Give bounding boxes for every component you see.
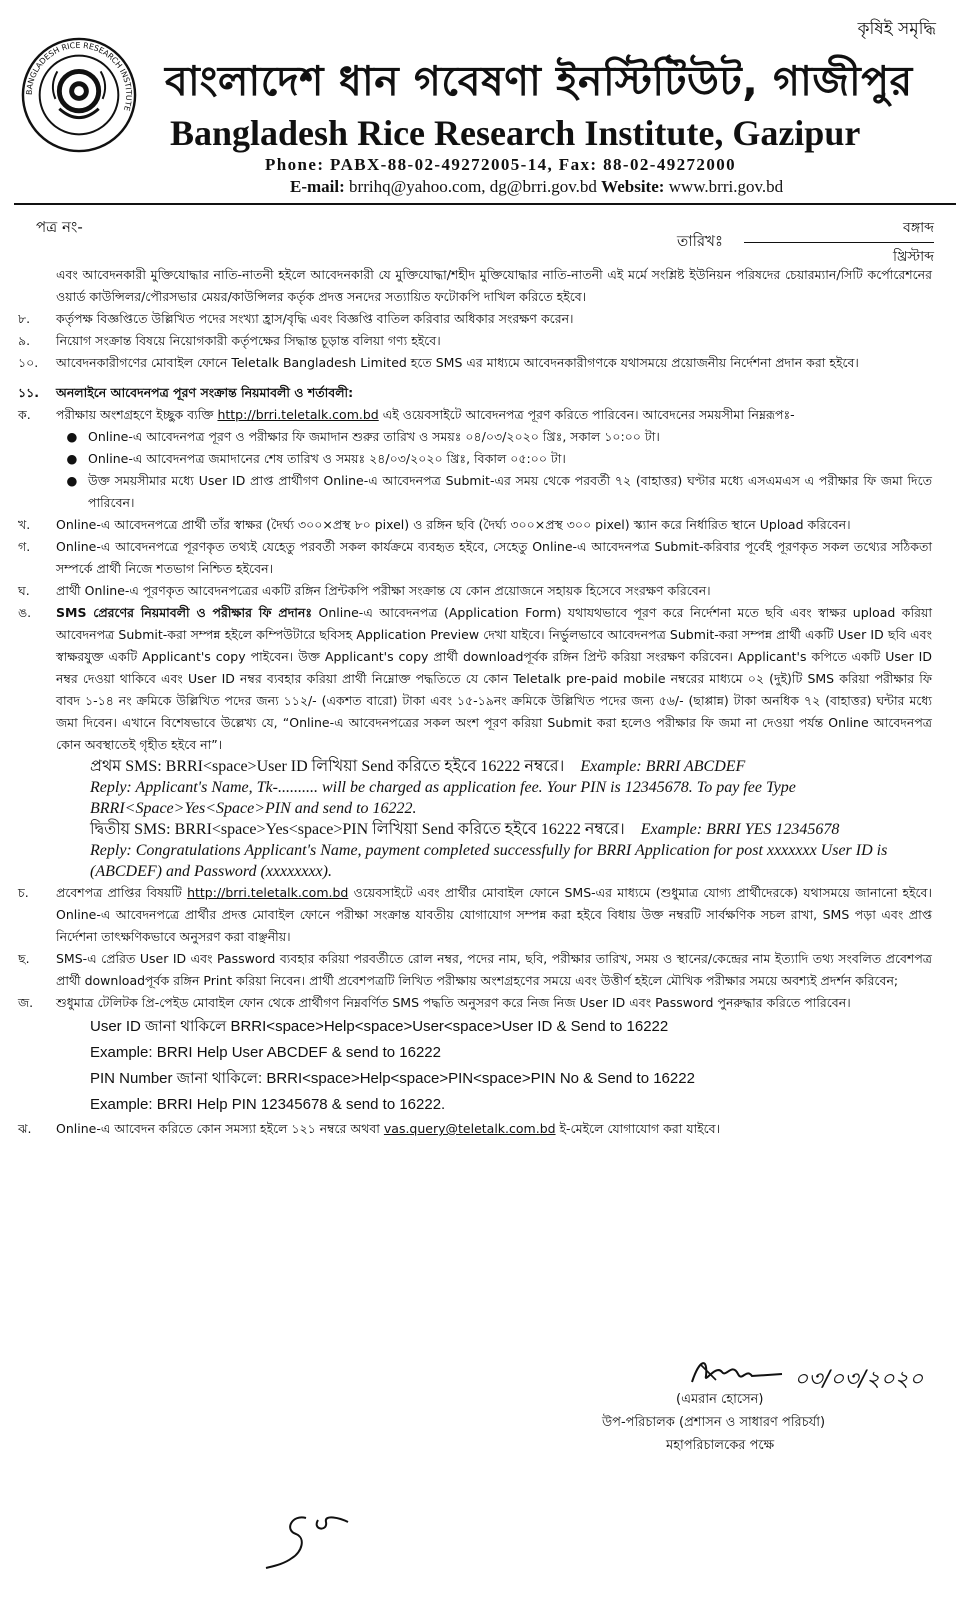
date-line xyxy=(744,242,934,243)
recovery-line: PIN Number জানা থাকিলে: BRRI<space>Help<space>PIN<space>PIN No & Send to 16222 xyxy=(90,1070,695,1087)
item-text: প্রার্থী Online-এ পূরণকৃত আবেদনপত্রের একটি রঙ্গিন প্রিন্টকপি পরীক্ষা সংক্রান্ত যে কোন প্রয়োজনে সহায়ক হিসেবে সংরক্ষণ করিবেন। xyxy=(56,583,711,598)
section-11-heading xyxy=(18,382,932,404)
item-text: Online-এ আবেদনপত্রে পূরণকৃত তথ্যই যেহেতু পরবর্তী সকল কার্যক্রমে ব্যবহৃত হইবে, সেহেতু Online-এ আবেদনপত্র Submit-করিবার পূর্বেই পূরণকৃত সকল তথ্যের সঠিকতা সম্পর্কে প্রার্থী নিজে শতভাগ নিশ্চিত হইবেন। xyxy=(56,539,932,576)
signature-date: ০৩/০৩/২০২০ xyxy=(794,1367,924,1392)
item-number: খ. xyxy=(18,517,31,532)
signatory-name: (এমরান হোসেন) xyxy=(676,1392,764,1407)
bullet-text: Online-এ আবেদনপত্র জমাদানের শেষ তারিখ ও সময়ঃ ২৪/০৩/২০২০ খ্রিঃ, বিকাল ০৫:০০ টা। xyxy=(88,451,566,466)
support-email-link[interactable]: vas.query@teletalk.com.bd xyxy=(383,1121,556,1136)
item-text xyxy=(56,404,932,426)
motto: কৃষিই সমৃদ্ধি xyxy=(857,19,936,39)
item-text xyxy=(56,882,932,948)
bullet-text: Online-এ আবেদনপত্র পূরণ ও পরীক্ষার ফি জমাদান শুরুর তারিখ ও সময়ঃ ০৪/০৩/২০২০ খ্রিঃ, সকাল ১০:০০ টা। xyxy=(88,429,660,444)
sms2-reply: Reply: Congratulations Applicant's Name, payment completed successfully for BRRI Application for post xxxxxxx User ID is (ABCDEF) and Password (xxxxxxxx). xyxy=(90,842,888,880)
bullet-icon: ● xyxy=(66,451,78,466)
item-gha xyxy=(18,580,932,602)
item-text: SMS-এ প্রেরিত User ID এবং Password ব্যবহার করিয়া পরবর্তীতে রোল নম্বর, পদের নাম, ছবি, পরীক্ষার তারিখ, সময় ও স্থানের/কেন্দ্রের নাম ইত্যাদি তথ্য সংবলিত প্রবেশপত্র প্রার্থী downloadপূর্বক রঙ্গিন Print করিয়া নিবেন। প্রার্থী প্রবেশপত্রটি লিখিত পরীক্ষায় অংশগ্রহণের সময়ে এবং উত্তীর্ণ হইলে মৌখিক পরীক্ষার সময়ে অবশ্যই প্রদর্শন করিবেন; xyxy=(56,951,932,988)
item-umo xyxy=(18,602,932,756)
sms1-example: Example: BRRI ABCDEF xyxy=(580,758,746,775)
bullet-icon: ● xyxy=(66,473,78,488)
item-10 xyxy=(18,352,932,374)
website-link[interactable]: www.brri.gov.bd xyxy=(668,177,784,196)
title-bengali: বাংলাদেশ ধান গবেষণা ইনস্টিটিউট, গাজীপুর xyxy=(165,57,913,105)
item-chha xyxy=(18,948,932,992)
sms-instructions xyxy=(18,756,932,882)
item-cha xyxy=(18,882,932,948)
list-item xyxy=(18,426,932,448)
recovery-line: Example: BRRI Help User ABCDEF & send to 16222 xyxy=(90,1044,441,1061)
contact-phone: Phone: PABX-88-02-49272005-14, Fax: 88-02-49272000 xyxy=(265,155,737,174)
sms-second xyxy=(90,819,932,840)
item-number: ঝ. xyxy=(18,1121,32,1136)
recovery-line: User ID জানা থাকিলে BRRI<space>Help<space>User<space>User ID & Send to 16222 xyxy=(90,1018,669,1035)
header-divider xyxy=(14,203,956,205)
item-number: জ. xyxy=(18,995,34,1010)
ka-post: এই ওয়েবসাইটে আবেদনপত্র পূরণ করিতে পারিবেন। আবেদনের সময়সীমা নিম্নরূপঃ- xyxy=(382,407,795,422)
email-label: E-mail: xyxy=(290,177,345,196)
sms-section-text: Online-এ আবেদনপত্র (Application Form) যথাযথভাবে পূরণ করে নির্দেশনা মতে ছবি এবং স্বাক্ষর upload করিয়া আবেদনপত্র Submit-করা সম্পন্ন হইলে কম্পিউটারে ছবিসহ Application Preview দেখা যাইবে। নির্ভুলভাবে আবেদনপত্র Submit-করা সম্পন্ন প্রার্থী একটি User ID ছবি এবং স্বাক্ষরযুক্ত একটি Applicant's copy পাইবেন। উক্ত Applicant's copy প্রার্থী downloadপূর্বক রঙ্গিন প্রিন্ট করিয়া সংরক্ষণ করিবেন। Applicant's কপিতে একটি User ID নম্বর দেওয়া থাকিবে এবং User ID নম্বর ব্যবহার করিয়া প্রার্থী নিম্নোক্ত পদ্ধতিতে যে কোন Teletalk pre-paid mobile নম্বরের মাধ্যমে ০২ (দুই)টি SMS করিয়া পরীক্ষার ফি বাবদ ১-১৪ নং ক্রমিকে উল্লিখিত পদের জন্য ১১২/- (একশত বারো) টাকা এবং ১৫-১৯নং ক্রমিকে উল্লিখিত পদের জন্য ৫৬/- (ছাপ্পান্ন) টাকা অনধিক ৭২ (বাহাত্তর) ঘন্টার মধ্যে জমা দিবেন। এখানে বিশেষভাবে উল্লেখ্য যে, “Online-এ আবেদনপত্রের সকল অংশ পূরণ করিয়া Submit করা হলেও পরীক্ষার ফি জমা না দেওয়া পর্যন্ত Online আবেদনপত্র কোন অবস্থাতেই গৃহীত হইবে না”। xyxy=(56,605,932,752)
item-kha xyxy=(18,514,932,536)
date-label: তারিখঃ xyxy=(677,232,723,250)
sms2-text: দ্বিতীয় SMS: BRRI<space>Yes<space>PIN লিখিয়া Send করিতে হইবে 16222 নম্বরে। xyxy=(90,821,625,838)
email-address[interactable]: brrihq@yahoo.com, dg@brri.gov.bd xyxy=(349,177,597,196)
item-text xyxy=(56,1118,932,1140)
cha-pre: প্রবেশপত্র প্রাপ্তির বিষয়টি xyxy=(56,885,182,900)
item-number: ৮. xyxy=(18,311,31,326)
section-title: অনলাইনে আবেদনপত্র পূরণ সংক্রান্ত নিয়মাবলী ও শর্তাবলী: xyxy=(56,385,354,400)
item-number: চ. xyxy=(18,885,29,900)
item-text xyxy=(56,602,932,756)
notice-body xyxy=(18,264,932,1140)
memo-ref-label: পত্র নং- xyxy=(36,218,83,236)
recovery-line: Example: BRRI Help PIN 12345678 & send to 16222. xyxy=(90,1096,446,1113)
item-jha xyxy=(18,1118,932,1140)
item-ka xyxy=(18,404,932,426)
jha-post: ই-মেইলে যোগাযোগ করা যাইবে। xyxy=(559,1121,721,1136)
item-9 xyxy=(18,330,932,352)
christabda-label: খ্রিস্টাব্দ xyxy=(892,249,934,265)
sms-section-title: SMS প্রেরণের নিয়মাবলী ও পরীক্ষার ফি প্রদানঃ xyxy=(56,605,313,620)
cha-post: ওয়েবসাইটে এবং প্রার্থীর মোবাইল ফোনে SMS-এর মাধ্যমে (শুধুমাত্র যোগ্য প্রার্থীদেরকে) যথাসময়ে জানানো হইবে। Online-এ আবেদনপত্রে প্রার্থীর প্রদত্ত মোবাইল ফোনে পরীক্ষা সংক্রান্ত যাবতীয় যোগাযোগ সম্পন্ন করা হইবে বিধায় উক্ত নম্বরটি সার্বক্ষণিক সচল রাখা, SMS পড়া এবং প্রাপ্ত নির্দেশনা তাৎক্ষণিকভাবে অনুসরণ করা বাঞ্ছনীয়। xyxy=(56,885,932,944)
item-number: ৯. xyxy=(18,333,31,348)
item-number: ঘ. xyxy=(18,583,30,598)
jha-pre: Online-এ আবেদন করিতে কোন সমস্যা হইলে ১২১ নম্বরে অথবা xyxy=(56,1121,380,1136)
item-text: Online-এ আবেদনপত্রে প্রার্থী তাঁর স্বাক্ষর (দৈর্ঘ্য ৩০০×প্রস্থ ৮০ pixel) ও রঙ্গিন ছবি (দৈর্ঘ্য ৩০০×প্রস্থ ৩০০ pixel) স্ক্যান করে নির্ধারিত স্থানে Upload করিবেন। xyxy=(56,517,851,532)
contact-email-web xyxy=(290,177,783,197)
item-text: আবেদনকারীগণের মোবাইল ফোনে Teletalk Bangladesh Limited হতে SMS এর মাধ্যমে আবেদনকারীগণকে যথাসময়ে প্রয়োজনীয় নির্দেশনা প্রদান করা হইবে। xyxy=(56,355,859,370)
bullet-text: উক্ত সময়সীমার মধ্যে User ID প্রাপ্ত প্রার্থীগণ Online-এ আবেদনপত্র Submit-এর সময় থেকে পরবর্তী ৭২ (বাহাত্তর) ঘণ্টার মধ্যে এসএমএস এ পরীক্ষার ফি জমা দিতে পারিবেন। xyxy=(88,473,932,510)
signature-icon xyxy=(686,1354,806,1390)
item-8 xyxy=(18,308,932,330)
recovery-instructions xyxy=(18,1014,932,1118)
ka-pre: পরীক্ষায় অংশগ্রহণে ইচ্ছুক ব্যক্তি xyxy=(56,407,214,422)
item-number: ঙ. xyxy=(18,605,32,620)
intro-paragraph: এবং আবেদনকারী মুক্তিযোদ্ধার নাতি-নাতনী হইলে আবেদনকারী যে মুক্তিযোদ্ধা/শহীদ মুক্তিযোদ্ধার নাতি-নাতনী এই মর্মে সংশ্লিষ্ট ইউনিয়ন পরিষদের চেয়ারম্যান/সিটি কর্পোরেশনের ওয়ার্ড কাউন্সিলর/পৌরসভার মেয়র/কাউন্সিলর কর্তৃক প্রদত্ত সনদের সত্যায়িত ফটোকপি দাখিল করিতে হইবে। xyxy=(56,267,932,304)
item-ja xyxy=(18,992,932,1014)
initial-mark-icon xyxy=(262,1508,382,1572)
item-text: নিয়োগ সংক্রান্ত বিষয়ে নিয়োগকারী কর্তৃপক্ষের সিদ্ধান্ত চূড়ান্ত বলিয়া গণ্য হইবে। xyxy=(56,333,441,348)
application-link[interactable]: http://brri.teletalk.com.bd xyxy=(217,407,379,422)
item-number: ছ. xyxy=(18,951,30,966)
item-number: গ. xyxy=(18,539,31,554)
item-text: কর্তৃপক্ষ বিজ্ঞপ্তিতে উল্লিখিত পদের সংখ্যা হ্রাস/বৃদ্ধি এবং বিজ্ঞপ্তি বাতিল করিবার অধিকার সংরক্ষণ করেন। xyxy=(56,311,574,326)
bullet-icon: ● xyxy=(66,429,78,444)
admit-card-link[interactable]: http://brri.teletalk.com.bd xyxy=(187,885,349,900)
item-ga xyxy=(18,536,932,580)
sms2-example: Example: BRRI YES 12345678 xyxy=(640,821,840,838)
item-number: ক. xyxy=(18,407,31,422)
bangabda-label: বঙ্গাব্দ xyxy=(903,220,934,236)
signatory-on-behalf: মহাপরিচালকের পক্ষে xyxy=(666,1438,775,1453)
sms1-reply: Reply: Applicant's Name, Tk-.......... will be charged as application fee. Your PIN is 12345678. To pay fee Type BRRI<Space>Yes<Space>PIN and send to 16222. xyxy=(90,779,796,817)
title-english: Bangladesh Rice Research Institute, Gazipur xyxy=(170,113,861,153)
item-number: ১০. xyxy=(18,355,39,370)
sms1-text: প্রথম SMS: BRRI<space>User ID লিখিয়া Send করিতে হইবে 16222 নম্বরে। xyxy=(90,758,565,775)
signatory-designation: উপ-পরিচালক (প্রশাসন ও সাধারণ পরিচর্যা) xyxy=(602,1415,826,1430)
list-item xyxy=(18,448,932,470)
list-item xyxy=(18,470,932,514)
brri-logo-icon xyxy=(20,36,138,154)
item-text: শুধুমাত্র টেলিটক প্রি-পেইড মোবাইল ফোন থেকে প্রার্থীগণ নিম্নবর্ণিত SMS পদ্ধতি অনুসরণ করে নিজ নিজ User ID এবং Password পুনরুদ্ধার করিতে পারিবেন। xyxy=(56,995,851,1010)
logo-ring-text: BANGLADESH RICE RESEARCH INSTITUTE xyxy=(24,40,134,113)
item-number: ১১. xyxy=(18,385,39,400)
sms-first xyxy=(90,756,932,777)
website-label: Website: xyxy=(601,177,665,196)
